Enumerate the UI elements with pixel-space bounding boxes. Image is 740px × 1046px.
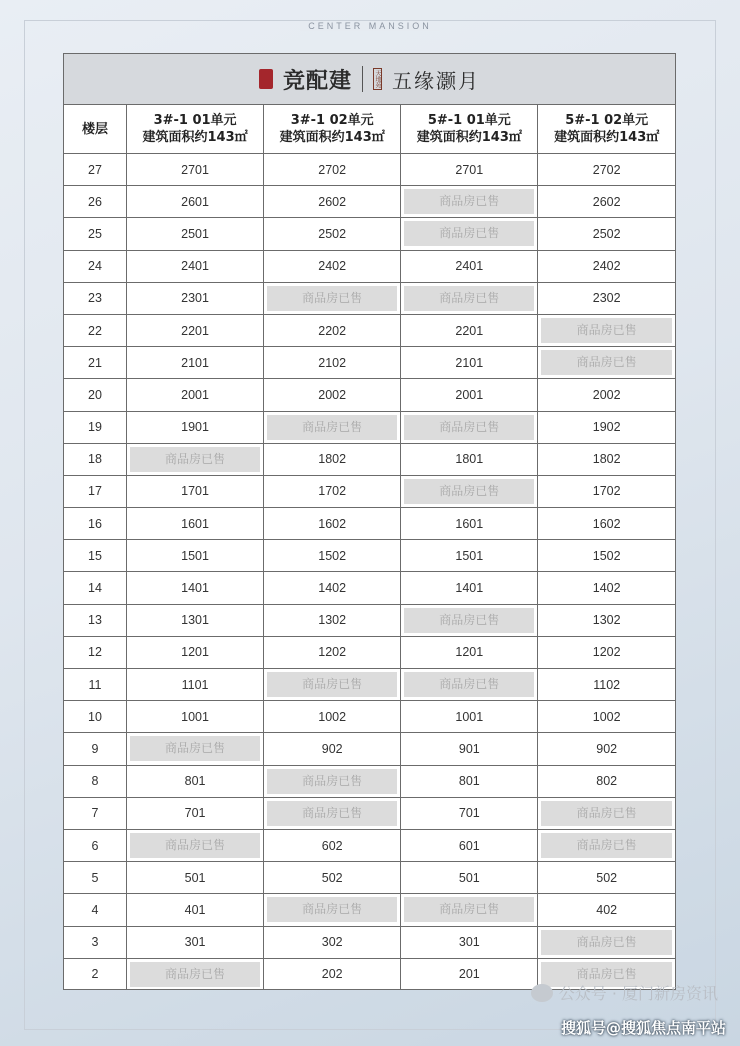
sold-cell bbox=[401, 186, 538, 218]
table-row bbox=[64, 894, 675, 926]
floor-cell: 21 bbox=[64, 347, 127, 379]
unit-cell: 201 bbox=[401, 958, 538, 990]
brand-main-title: 竞配建 bbox=[282, 67, 352, 94]
unit-cell: 2701 bbox=[127, 154, 264, 186]
floor-cell: 15 bbox=[64, 540, 127, 572]
table-row bbox=[64, 765, 675, 797]
table-row bbox=[64, 733, 675, 765]
unit-cell: 1402 bbox=[538, 572, 675, 604]
unit-cell: 2502 bbox=[538, 218, 675, 250]
sold-cell bbox=[538, 347, 675, 379]
floor-cell: 17 bbox=[64, 475, 127, 507]
unit-cell: 1601 bbox=[401, 508, 538, 540]
sold-label: 商品房已售 bbox=[404, 189, 534, 214]
unit-cell: 1302 bbox=[538, 604, 675, 636]
table-row bbox=[64, 475, 675, 507]
logo-icon bbox=[259, 69, 273, 89]
title-bar bbox=[64, 54, 675, 105]
sold-label: 商品房已售 bbox=[404, 479, 534, 504]
unit-cell: 1801 bbox=[401, 443, 538, 475]
floor-cell: 11 bbox=[64, 669, 127, 701]
unit-cell: 2401 bbox=[127, 250, 264, 282]
wechat-icon bbox=[531, 984, 553, 1002]
unit-cell: 602 bbox=[264, 829, 401, 861]
unit-cell: 1902 bbox=[538, 411, 675, 443]
floor-cell: 18 bbox=[64, 443, 127, 475]
sold-label: 商品房已售 bbox=[267, 286, 397, 311]
table-row bbox=[64, 572, 675, 604]
unit-cell: 2002 bbox=[264, 379, 401, 411]
unit-cell: 2402 bbox=[264, 250, 401, 282]
unit-cell: 2201 bbox=[127, 314, 264, 346]
floor-cell: 23 bbox=[64, 282, 127, 314]
unit-cell: 2302 bbox=[538, 282, 675, 314]
sold-cell bbox=[401, 218, 538, 250]
sold-cell bbox=[264, 411, 401, 443]
table-row bbox=[64, 701, 675, 733]
sold-label: 商品房已售 bbox=[404, 286, 534, 311]
unit-cell: 1501 bbox=[127, 540, 264, 572]
floor-cell: 22 bbox=[64, 314, 127, 346]
floor-cell: 16 bbox=[64, 508, 127, 540]
sold-cell bbox=[127, 443, 264, 475]
floor-cell: 10 bbox=[64, 701, 127, 733]
table-row bbox=[64, 250, 675, 282]
unit-cell: 2601 bbox=[127, 186, 264, 218]
table-row bbox=[64, 829, 675, 861]
unit-cell: 1001 bbox=[401, 701, 538, 733]
unit-cell: 2602 bbox=[538, 186, 675, 218]
table-row bbox=[64, 862, 675, 894]
sold-cell bbox=[401, 604, 538, 636]
floor-cell: 20 bbox=[64, 379, 127, 411]
sold-label: 商品房已售 bbox=[267, 897, 397, 922]
table-row bbox=[64, 347, 675, 379]
sold-cell bbox=[538, 314, 675, 346]
sold-label: 商品房已售 bbox=[404, 672, 534, 697]
sold-label: 商品房已售 bbox=[541, 930, 672, 955]
unit-cell: 1302 bbox=[264, 604, 401, 636]
unit-cell: 1401 bbox=[127, 572, 264, 604]
column-header: 3#-1 01单元 建筑面积约143㎡ bbox=[127, 105, 264, 154]
unit-cell: 1702 bbox=[264, 475, 401, 507]
unit-cell: 802 bbox=[538, 765, 675, 797]
sold-cell bbox=[264, 894, 401, 926]
unit-cell: 902 bbox=[264, 733, 401, 765]
table-row bbox=[64, 411, 675, 443]
table-row bbox=[64, 154, 675, 186]
table-header-row bbox=[64, 105, 675, 154]
unit-cell: 1201 bbox=[401, 636, 538, 668]
sold-cell bbox=[401, 282, 538, 314]
sold-label: 商品房已售 bbox=[130, 736, 260, 761]
sold-cell bbox=[538, 797, 675, 829]
title-divider bbox=[362, 66, 363, 92]
sold-cell bbox=[127, 733, 264, 765]
sold-cell bbox=[401, 669, 538, 701]
unit-cell: 2402 bbox=[538, 250, 675, 282]
unit-cell: 601 bbox=[401, 829, 538, 861]
floor-cell: 5 bbox=[64, 862, 127, 894]
unit-cell: 1002 bbox=[264, 701, 401, 733]
sold-cell bbox=[127, 958, 264, 990]
floor-cell: 6 bbox=[64, 829, 127, 861]
unit-cell: 1802 bbox=[264, 443, 401, 475]
unit-cell: 1602 bbox=[538, 508, 675, 540]
unit-cell: 901 bbox=[401, 733, 538, 765]
unit-cell: 501 bbox=[401, 862, 538, 894]
sold-label: 商品房已售 bbox=[267, 801, 397, 826]
unit-cell: 202 bbox=[264, 958, 401, 990]
unit-cell: 2202 bbox=[264, 314, 401, 346]
unit-cell: 1201 bbox=[127, 636, 264, 668]
floor-cell: 2 bbox=[64, 958, 127, 990]
table-row bbox=[64, 314, 675, 346]
unit-cell: 2201 bbox=[401, 314, 538, 346]
table-row bbox=[64, 218, 675, 250]
unit-cell: 1702 bbox=[538, 475, 675, 507]
table-row bbox=[64, 636, 675, 668]
unit-cell: 801 bbox=[127, 765, 264, 797]
table-row bbox=[64, 186, 675, 218]
sold-cell bbox=[538, 829, 675, 861]
unit-cell: 301 bbox=[127, 926, 264, 958]
table-row bbox=[64, 926, 675, 958]
sold-label: 商品房已售 bbox=[541, 350, 672, 375]
unit-cell: 401 bbox=[127, 894, 264, 926]
unit-cell: 1102 bbox=[538, 669, 675, 701]
unit-cell: 301 bbox=[401, 926, 538, 958]
unit-cell: 1401 bbox=[401, 572, 538, 604]
sold-label: 商品房已售 bbox=[130, 962, 260, 987]
unit-cell: 1002 bbox=[538, 701, 675, 733]
floor-cell: 27 bbox=[64, 154, 127, 186]
sold-label: 商品房已售 bbox=[541, 833, 672, 858]
sold-label: 商品房已售 bbox=[541, 318, 672, 343]
unit-cell: 801 bbox=[401, 765, 538, 797]
column-header: 3#-1 02单元 建筑面积约143㎡ bbox=[264, 105, 401, 154]
column-header: 5#-1 02单元 建筑面积约143㎡ bbox=[538, 105, 675, 154]
sold-cell bbox=[401, 475, 538, 507]
floor-cell: 9 bbox=[64, 733, 127, 765]
unit-cell: 501 bbox=[127, 862, 264, 894]
table-row bbox=[64, 379, 675, 411]
sold-label: 商品房已售 bbox=[130, 833, 260, 858]
floor-cell: 24 bbox=[64, 250, 127, 282]
table-row bbox=[64, 669, 675, 701]
floor-cell: 8 bbox=[64, 765, 127, 797]
brand-subtitle: 五缘灏月 bbox=[392, 68, 480, 93]
price-sheet bbox=[63, 53, 676, 990]
unit-availability-table bbox=[64, 105, 675, 990]
column-header: 5#-1 01单元 建筑面积约143㎡ bbox=[401, 105, 538, 154]
table-row bbox=[64, 443, 675, 475]
unit-cell: 1501 bbox=[401, 540, 538, 572]
sold-label: 商品房已售 bbox=[541, 962, 672, 987]
unit-cell: 1802 bbox=[538, 443, 675, 475]
unit-cell: 1001 bbox=[127, 701, 264, 733]
sold-cell bbox=[264, 765, 401, 797]
sold-cell bbox=[538, 926, 675, 958]
unit-cell: 701 bbox=[127, 797, 264, 829]
unit-cell: 2101 bbox=[401, 347, 538, 379]
sold-label: 商品房已售 bbox=[404, 897, 534, 922]
unit-cell: 302 bbox=[264, 926, 401, 958]
floor-cell: 4 bbox=[64, 894, 127, 926]
brand-seal: 天地苑 bbox=[374, 70, 381, 88]
sold-label: 商品房已售 bbox=[404, 608, 534, 633]
sohu-credit: 搜狐号@搜狐焦点南平站 bbox=[560, 1019, 726, 1037]
unit-cell: 2001 bbox=[401, 379, 538, 411]
sold-cell bbox=[264, 282, 401, 314]
unit-cell: 1901 bbox=[127, 411, 264, 443]
table-row bbox=[64, 282, 675, 314]
unit-cell: 2701 bbox=[401, 154, 538, 186]
floor-cell: 3 bbox=[64, 926, 127, 958]
table-body bbox=[64, 154, 675, 990]
sold-label: 商品房已售 bbox=[541, 801, 672, 826]
unit-cell: 1402 bbox=[264, 572, 401, 604]
unit-cell: 2301 bbox=[127, 282, 264, 314]
unit-cell: 1602 bbox=[264, 508, 401, 540]
sold-cell bbox=[401, 894, 538, 926]
unit-cell: 2001 bbox=[127, 379, 264, 411]
unit-cell: 1601 bbox=[127, 508, 264, 540]
unit-cell: 1701 bbox=[127, 475, 264, 507]
table-row bbox=[64, 508, 675, 540]
floor-cell: 25 bbox=[64, 218, 127, 250]
sold-label: 商品房已售 bbox=[267, 672, 397, 697]
unit-cell: 701 bbox=[401, 797, 538, 829]
unit-cell: 902 bbox=[538, 733, 675, 765]
unit-cell: 2702 bbox=[538, 154, 675, 186]
unit-cell: 1202 bbox=[264, 636, 401, 668]
floor-cell: 14 bbox=[64, 572, 127, 604]
top-brand-text: CENTER MANSION bbox=[0, 21, 740, 31]
sold-label: 商品房已售 bbox=[404, 221, 534, 246]
sold-cell bbox=[264, 797, 401, 829]
floor-cell: 7 bbox=[64, 797, 127, 829]
sold-label: 商品房已售 bbox=[404, 415, 534, 440]
unit-cell: 402 bbox=[538, 894, 675, 926]
floor-cell: 19 bbox=[64, 411, 127, 443]
unit-cell: 2002 bbox=[538, 379, 675, 411]
unit-cell: 1502 bbox=[538, 540, 675, 572]
sold-label: 商品房已售 bbox=[130, 447, 260, 472]
unit-cell: 2602 bbox=[264, 186, 401, 218]
unit-cell: 1202 bbox=[538, 636, 675, 668]
sold-label: 商品房已售 bbox=[267, 415, 397, 440]
table-row bbox=[64, 540, 675, 572]
sold-cell bbox=[127, 829, 264, 861]
sold-cell bbox=[401, 411, 538, 443]
unit-cell: 2101 bbox=[127, 347, 264, 379]
floor-cell: 12 bbox=[64, 636, 127, 668]
sold-label: 商品房已售 bbox=[267, 769, 397, 794]
unit-cell: 2501 bbox=[127, 218, 264, 250]
table-row bbox=[64, 604, 675, 636]
unit-cell: 1301 bbox=[127, 604, 264, 636]
unit-cell: 502 bbox=[264, 862, 401, 894]
unit-cell: 2702 bbox=[264, 154, 401, 186]
unit-cell: 502 bbox=[538, 862, 675, 894]
unit-cell: 1502 bbox=[264, 540, 401, 572]
unit-cell: 2401 bbox=[401, 250, 538, 282]
wechat-watermark: 公众号 · 厦门新房资讯 bbox=[531, 981, 718, 1004]
floor-cell: 26 bbox=[64, 186, 127, 218]
sold-cell bbox=[264, 669, 401, 701]
unit-cell: 2102 bbox=[264, 347, 401, 379]
floor-header: 楼层 bbox=[64, 105, 127, 154]
table-row bbox=[64, 797, 675, 829]
unit-cell: 2502 bbox=[264, 218, 401, 250]
unit-cell: 1101 bbox=[127, 669, 264, 701]
floor-cell: 13 bbox=[64, 604, 127, 636]
